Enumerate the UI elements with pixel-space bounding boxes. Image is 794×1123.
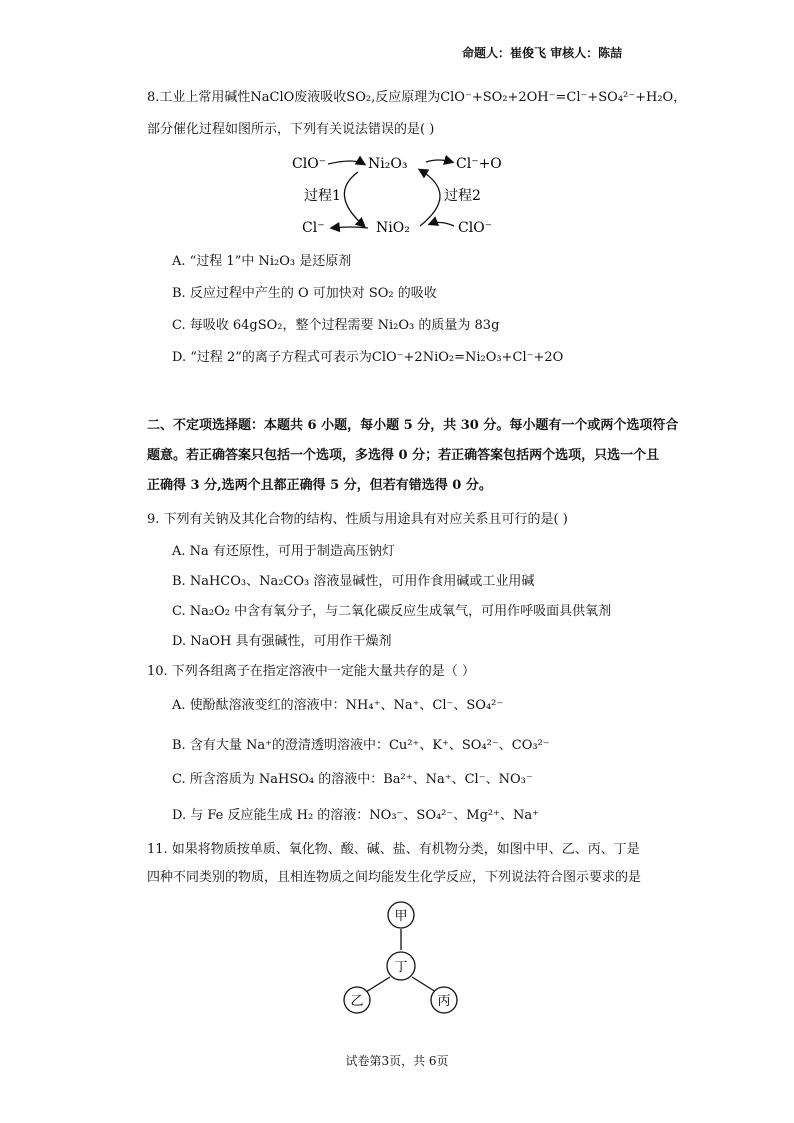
q10-option-a: A. 使酚酞溶液变红的溶液中：NH₄⁺、Na⁺、Cl⁻、SO₄²⁻ <box>172 698 504 713</box>
q10-stem: 10. 下列各组离子在指定溶液中一定能大量共存的是（ ） <box>147 664 475 679</box>
node-bing-label: 丙 <box>437 994 451 1009</box>
diagram-clo-left: ClO⁻ <box>292 156 327 172</box>
diagram-nio2: NiO₂ <box>376 220 410 236</box>
q10-option-d: D. 与 Fe 反应能生成 H₂ 的溶液：NO₃⁻、SO₄²⁻、Mg²⁺、Na⁺ <box>172 808 539 823</box>
arrow-clo-to-ni2o3 <box>328 161 364 164</box>
exam-header: 命题人：崔俊飞 审核人：陈喆 <box>462 46 623 60</box>
node-ding-label: 丁 <box>394 960 408 975</box>
arrow-to-cl-o <box>426 160 452 162</box>
edge-ding-yi <box>366 977 390 992</box>
arrow-ni2o3-to-nio2 <box>344 172 364 226</box>
q8-catalysis-diagram <box>280 146 520 242</box>
diagram-clo-right: ClO⁻ <box>458 220 493 236</box>
arrow-nio2-to-ni2o3 <box>420 170 440 226</box>
q9-stem: 9. 下列有关钠及其化合物的结构、性质与用途具有对应关系且可行的是( ) <box>147 512 568 527</box>
diagram-cl-o: Cl⁻+O <box>456 156 502 172</box>
arrow-to-cl-left <box>332 227 368 228</box>
node-jia <box>388 902 414 928</box>
section2-heading-line1: 二、不定项选择题：本题共 6 小题，每小题 5 分，共 30 分。每小题有一个或两个选项符合 <box>147 418 679 433</box>
node-yi-label: 乙 <box>350 994 364 1009</box>
node-bing <box>431 987 457 1013</box>
q8-option-c: C. 每吸收 64gSO₂，整个过程需要 Ni₂O₃ 的质量为 83g <box>172 318 500 333</box>
q10-option-c: C. 所含溶质为 NaHSO₄ 的溶液中：Ba²⁺、Na⁺、Cl⁻、NO₃⁻ <box>172 772 533 787</box>
q9-option-a: A. Na 有还原性，可用于制造高压钠灯 <box>172 544 395 559</box>
node-yi <box>344 987 370 1013</box>
section2-heading-line3: 正确得 3 分,选两个且都正确得 5 分，但若有错选得 0 分。 <box>147 478 492 493</box>
q11-relationship-diagram <box>330 896 470 1026</box>
node-ding <box>387 952 415 980</box>
q8-option-a: A. “过程 1”中 Ni₂O₃ 是还原剂 <box>172 254 352 269</box>
arrow-clo-right-in <box>430 222 454 226</box>
q8-option-d: D. “过程 2”的离子方程式可表示为ClO⁻+2NiO₂=Ni₂O₃+Cl⁻+2O <box>172 350 564 365</box>
q9-option-d: D. NaOH 具有强碱性，可用作干燥剂 <box>172 634 392 649</box>
q8-option-b: B. 反应过程中产生的 O 可加快对 SO₂ 的吸收 <box>172 286 437 301</box>
diagram-ni2o3: Ni₂O₃ <box>368 156 408 172</box>
node-jia-label: 甲 <box>394 909 408 924</box>
diagram-process1: 过程1 <box>304 188 341 204</box>
q8-stem-line2: 部分催化过程如图所示，下列有关说法错误的是( ) <box>147 122 435 137</box>
diagram-process2: 过程2 <box>444 188 481 204</box>
page-footer: 试卷第3页，共 6页 <box>345 1054 449 1068</box>
q11-stem-line1: 11. 如果将物质按单质、氧化物、酸、碱、盐、有机物分类，如图中甲、乙、丙、丁是 <box>147 842 640 857</box>
q10-option-b: B. 含有大量 Na⁺的澄清透明溶液中：Cu²⁺、K⁺、SO₄²⁻、CO₃²⁻ <box>172 738 550 753</box>
q8-stem-line1: 8.工业上常用碱性NaClO废液吸收SO₂,反应原理为ClO⁻+SO₂+2OH⁻=Cl⁻+SO₄²⁻+H₂O， <box>147 90 687 105</box>
q11-stem-line2: 四种不同类别的物质，且相连物质之间均能发生化学反应，下列说法符合图示要求的是 <box>147 870 642 885</box>
q9-option-c: C. Na₂O₂ 中含有氧分子，与二氧化碳反应生成氧气，可用作呼吸面具供氧剂 <box>172 604 612 619</box>
diagram-cl-left: Cl⁻ <box>302 220 325 236</box>
section2-heading-line2: 题意。若正确答案只包括一个选项，多选得 0 分；若正确答案包括两个选项，只选一个且 <box>147 448 660 463</box>
q9-option-b: B. NaHCO₃、Na₂CO₃ 溶液显碱性，可用作食用碱或工业用碱 <box>172 574 535 589</box>
edge-ding-bing <box>412 977 436 992</box>
